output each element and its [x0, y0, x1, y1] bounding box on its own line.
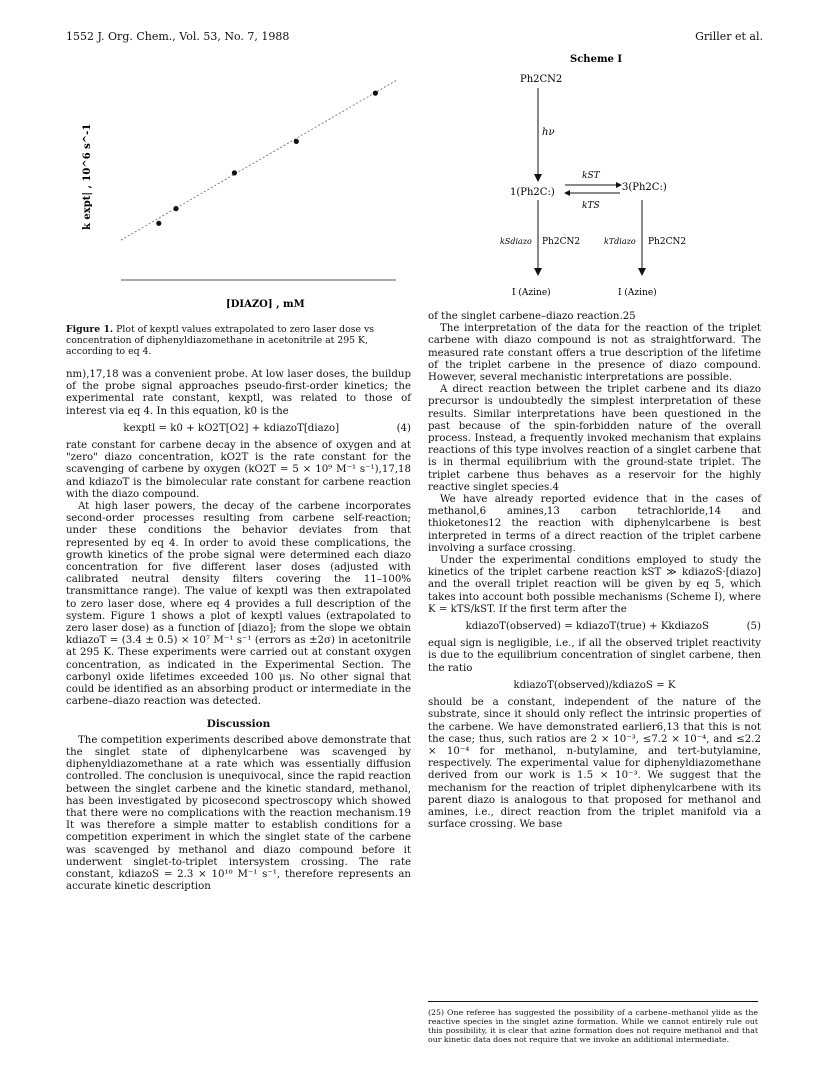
left-paragraph-4: The competition experiments described above demonstrate that the singlet state of diphenylcarbene was scavenged by diphenyldiazomethane at a rate which was essentially diffusion controlled. The conclusion is unequivocal, since the rapid reaction between the singlet carbene and the kinetic standard, methanol, has been investigated by picosecond spectroscopy which showed that there were no complications with the reaction mechanism.19 It was therefore a simple matter to establish conditions for a competition experiment in which the singlet state of the carbene was scavenged by methanol and diazo compound before it underwent singlet-to-triplet intersystem crossing. The rate constant, kdiazoS = 2.3 × 10¹⁰ M⁻¹ s⁻¹, therefore represents an accurate kinetic description	[66, 734, 411, 893]
scheme-title: Scheme I	[570, 54, 623, 65]
right-paragraph-6: equal sign is negligible, i.e., if all the observed triplet reactivity is due to the equilibrium concentration of singlet carbene, then the ratio	[428, 638, 761, 674]
equation-5-number: (5)	[746, 621, 761, 633]
running-header: 1552 J. Org. Chem., Vol. 53, No. 7, 1988	[66, 30, 290, 43]
caption-label: Figure 1.	[66, 324, 114, 335]
data-point-2	[173, 206, 178, 211]
footnote-rule	[428, 1001, 758, 1002]
y-axis-label: k expt| , 10^6 s^-1	[82, 123, 93, 230]
equation-4-number: (4)	[396, 422, 411, 434]
running-header-authors: Griller et al.	[695, 30, 763, 43]
scheme-product-right: I (Azine)	[618, 288, 657, 298]
right-paragraph-7: should be a constant, independent of the nature of the substrate, since it should only reflect the intrinsic properties of the carbene. We have demonstrated earlier6,13 that this is not the case; thus, such ratios are 2 × 10⁻³, ≤7.2 × 10⁻⁴, and ≤2.2 × 10⁻⁴ for methanol, n-butylamine, and tert-butylamine, respectively. The experimental value for diphenyldiazomethane derived from our work is 1.5 × 10⁻³. We suggest that the mechanism for the reaction of triplet diphenylcarbene with its parent diazo is analogous to that proposed for methanol and amines, i.e., direct reaction from the triplet manifold via a surface crossing. We base	[428, 697, 761, 831]
scheme-ks-label: kSdiazo	[500, 237, 532, 246]
footnote-25: (25) One referee has suggested the possibility of a carbene–methanol ylide as the reactive species in the singlet azine formation. While we cannot entirely rule out this possibility, it is clear that azine formation does not require methanol and that our kinetic data does not require that we invoke an additional intermediate.	[428, 1008, 758, 1044]
fit-line	[121, 81, 396, 241]
left-paragraph-3: At high laser powers, the decay of the carbene incorporates second-order processes resulting from carbene self-reaction; under these conditions the behavior deviates from that represented by eq 4. In order to avoid these complications, the growth kinetics of the probe signal were determined each diazo concentration for five different laser doses (adjusted with calibrated neutral density filters covering the 11–100% transmittance range). The value of kexptl was then extrapolated to zero laser dose, where eq 4 provides a full description of the system. Figure 1 shows a plot of kexptl values (extrapolated to zero laser dose) as a function of [diazo]; from the slope we obtain kdiazoT = (3.4 ± 0.5) × 10⁷ M⁻¹ s⁻¹ (errors as ±2σ) in acetonitrile at 295 K. These experiments were carried out at constant oxygen concentration, as indicated in the Experimental Section. The carbonyl oxide lifetimes exceeded 100 μs. No other signal that could be identified as an absorbing product or intermediate in the carbene–diazo reaction was detected.	[66, 501, 411, 708]
data-point-1	[156, 221, 161, 226]
scheme-top: Ph2CN2	[520, 74, 563, 85]
scheme-kst: kST	[582, 171, 600, 181]
equation-4-body: kexptl = k0 + kO2T[O2] + kdiazoT[diazo]	[123, 422, 340, 434]
equation-4	[66, 423, 411, 435]
scheme-kts: kTS	[582, 201, 600, 211]
scheme-triplet: 3(Ph2C:)	[622, 182, 667, 193]
right-paragraph-5: Under the experimental conditions employed to study the kinetics of the triplet carbene reaction kST ≫ kdiazoS·[diazo] and the overall triplet reaction will be given by eq 5, which takes into account both possible mechanisms (Scheme I), where K = kTS/kST. If the first term after the	[428, 555, 761, 615]
scheme-singlet: 1(Ph2C:)	[510, 187, 555, 198]
right-column	[428, 311, 761, 831]
scheme-hv: hν	[542, 127, 555, 138]
x-axis-label: [DIAZO] , mM	[226, 299, 305, 310]
equation-5-body: kdiazoT(observed) = kdiazoT(true) + KkdiazoS	[465, 621, 709, 633]
right-paragraph-1: of the singlet carbene–diazo reaction.25	[428, 311, 636, 322]
equation-5	[428, 621, 761, 633]
scheme-product-left: I (Azine)	[512, 288, 551, 298]
right-paragraph-2: The interpretation of the data for the reaction of the triplet carbene with diazo compound is not as straightforward. The measured rate constant offers a true description of the lifetime of the triplet carbene in the presence of diazo compound. However, several mechanistic interpretations are possible.	[428, 323, 761, 384]
figure-caption	[66, 324, 411, 357]
left-column	[66, 369, 411, 893]
equation-6: kdiazoT(observed)/kdiazoS = K	[513, 679, 676, 691]
left-paragraph-1: nm),17,18 was a convenient probe. At low laser doses, the buildup of the probe signal approaches pseudo-first-order kinetics; the experimental rate constant, kexptl, was related to those of interest via eq 4. In this equation, k0 is the	[66, 369, 411, 417]
right-paragraph-4: We have already reported evidence that in the cases of methanol,6 amines,13 carbon tetrachloride,14 and thioketones12 the reaction with diphenylcarbene is best interpreted in terms of a direct reaction of the triplet carbene involving a surface crossing.	[428, 494, 761, 554]
scheme-reagent-right: Ph2CN2	[648, 237, 687, 247]
scheme-kt-label: kTdiazo	[604, 237, 636, 246]
left-paragraph-2: rate constant for carbene decay in the absence of oxygen and at "zero" diazo concentration, kO2T is the rate constant for the scavenging of carbene by oxygen (kO2T = 5 × 10⁹ M⁻¹ s⁻¹),17,18 and kdiazoT is the bimolecular rate constant for carbene reaction with the diazo compound.	[66, 440, 411, 500]
scheme-reagent-left: Ph2CN2	[542, 237, 581, 247]
figure-1-chart	[66, 50, 411, 315]
right-paragraph-3: A direct reaction between the triplet carbene and its diazo precursor is undoubtedly the simplest interpretation of these results. Similar interpretations have been questioned in the past because of the spin-forbidden nature of the overall process. Instead, a frequently invoked mechanism that explains reactions of this type involves reaction of a singlet carbene that is in thermal equilibrium with the ground-state triplet. The triplet carbene thus behaves as a reservoir for the highly reactive singlet species.4	[428, 384, 761, 493]
caption-text: Plot of kexptl values extrapolated to zero laser dose vs concentration of diphenyldiazomethane in acetonitrile at 295 K, according to eq 4.	[66, 324, 374, 357]
data-point-5	[373, 91, 378, 96]
data-point-3	[232, 170, 237, 175]
section-heading-discussion: Discussion	[206, 718, 271, 731]
data-point-4	[294, 139, 299, 144]
scheme-1	[470, 50, 730, 305]
